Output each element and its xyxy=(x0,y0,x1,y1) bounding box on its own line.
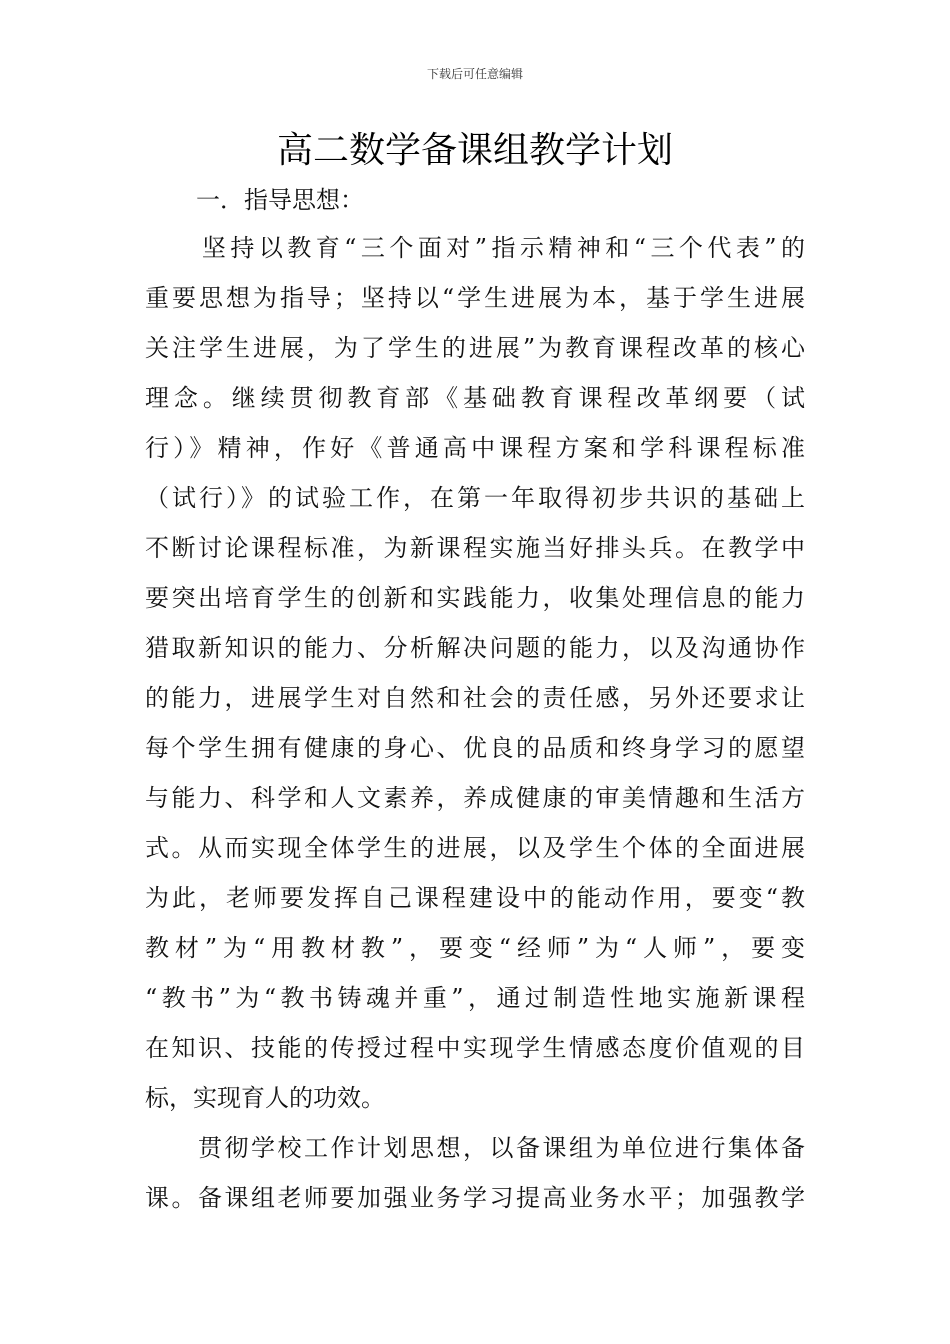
section-heading-guiding-ideology: 一．指导思想： xyxy=(196,186,364,214)
paragraph-line: 关注学生进展，为了学生的进展”为教育课程改革的核心 xyxy=(145,334,805,362)
paragraph-line: 式。从而实现全体学生的进展，以及学生个体的全面进展 xyxy=(145,834,805,862)
paragraph-guiding-ideology xyxy=(145,223,805,1123)
paragraph-line: 理念。继续贯彻教育部《基础教育课程改革纲要（试 xyxy=(145,384,805,412)
paragraph-line: “教书”为“教书铸魂并重”，通过制造性地实施新课程 xyxy=(145,984,805,1012)
paragraph-line: 贯彻学校工作计划思想，以备课组为单位进行集体备 xyxy=(145,1134,805,1162)
paragraph-school-plan xyxy=(145,1123,805,1223)
paragraph-line: 的能力，进展学生对自然和社会的责任感，另外还要求让 xyxy=(145,684,805,712)
paragraph-line: 不断讨论课程标准，为新课程实施当好排头兵。在教学中 xyxy=(145,534,805,562)
paragraph-line: 标，实现育人的功效。 xyxy=(145,1084,385,1112)
paragraph-line: 与能力、科学和人文素养，养成健康的审美情趣和生活方 xyxy=(145,784,805,812)
paragraph-line: 重要思想为指导；坚持以“学生进展为本，基于学生进展 xyxy=(145,284,805,312)
paragraph-line: 在知识、技能的传授过程中实现学生情感态度价值观的目 xyxy=(145,1034,805,1062)
paragraph-line: 行）》精神，作好《普通高中课程方案和学科课程标准 xyxy=(145,434,805,462)
paragraph-line: 每个学生拥有健康的身心、优良的品质和终身学习的愿望 xyxy=(145,734,805,762)
document-title: 高二数学备课组教学计划 xyxy=(276,130,673,171)
paragraph-line: 猎取新知识的能力、分析解决问题的能力，以及沟通协作 xyxy=(145,634,805,662)
paragraph-line: （试行）》的试验工作，在第一年取得初步共识的基础上 xyxy=(145,484,805,512)
paragraph-line: 坚持以教育“三个面对”指示精神和“三个代表”的 xyxy=(145,234,805,262)
paragraph-line: 教材”为“用教材教”，要变“经师”为“人师”，要变 xyxy=(145,934,805,962)
paragraph-line: 为此，老师要发挥自己课程建设中的能动作用，要变“教 xyxy=(145,884,805,912)
header-note: 下载后可任意编辑 xyxy=(426,67,523,81)
paragraph-line: 课。备课组老师要加强业务学习提高业务水平；加强教学 xyxy=(145,1184,805,1212)
paragraph-line: 要突出培育学生的创新和实践能力，收集处理信息的能力 xyxy=(145,584,805,612)
